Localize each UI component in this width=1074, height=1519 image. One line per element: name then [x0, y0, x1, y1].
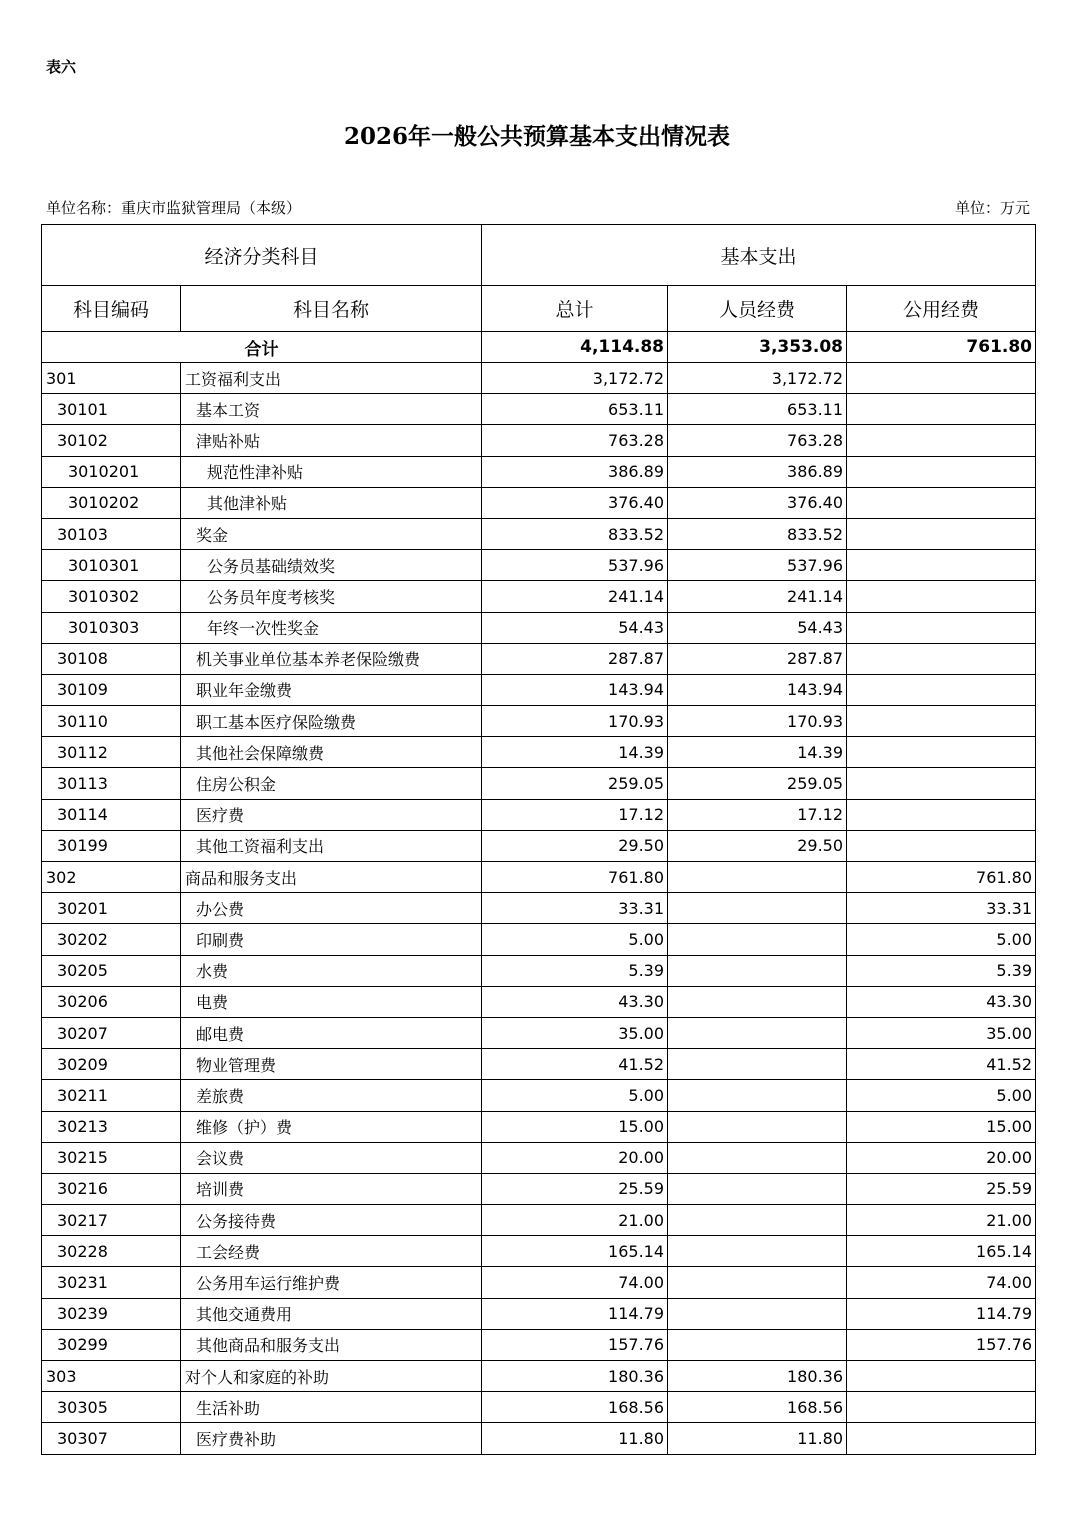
table-row: [42, 955, 1036, 986]
row-personnel-cell: 287.87: [668, 643, 847, 674]
row-name-cell: 公务员基础绩效奖: [181, 550, 482, 581]
row-total-cell: 33.31: [482, 893, 668, 924]
row-name-cell: 医疗费补助: [181, 1423, 482, 1454]
table-row: [42, 1236, 1036, 1267]
row-personnel-cell: 653.11: [668, 394, 847, 425]
row-personnel-cell: [668, 1142, 847, 1173]
row-code-cell: 30207: [42, 1017, 181, 1048]
row-public-cell: [847, 1423, 1036, 1454]
row-name-cell: 职业年金缴费: [181, 674, 482, 705]
row-public-cell: [847, 394, 1036, 425]
table-row: [42, 674, 1036, 705]
row-name-cell: 印刷费: [181, 924, 482, 955]
row-name-cell: 年终一次性奖金: [181, 612, 482, 643]
row-name-cell: 其他商品和服务支出: [181, 1329, 482, 1360]
column-header-name: 科目名称: [181, 286, 482, 332]
row-public-cell: 20.00: [847, 1142, 1036, 1173]
column-header-total: 总计: [482, 286, 668, 332]
row-personnel-cell: [668, 1049, 847, 1080]
row-personnel-cell: [668, 1298, 847, 1329]
row-total-cell: 43.30: [482, 986, 668, 1017]
row-public-cell: [847, 830, 1036, 861]
row-total-cell: 537.96: [482, 550, 668, 581]
row-total-cell: 41.52: [482, 1049, 668, 1080]
row-public-cell: 114.79: [847, 1298, 1036, 1329]
row-code-cell: 30102: [42, 425, 181, 456]
row-total-cell: 11.80: [482, 1423, 668, 1454]
row-code-cell: 30108: [42, 643, 181, 674]
table-row: [42, 363, 1036, 394]
row-code-cell: 301: [42, 363, 181, 394]
row-name-cell: 医疗费: [181, 799, 482, 830]
row-name-cell: 公务员年度考核奖: [181, 581, 482, 612]
table-row: [42, 1142, 1036, 1173]
row-personnel-cell: 170.93: [668, 706, 847, 737]
total-public-cell: 761.80: [847, 332, 1036, 363]
table-row: [42, 1392, 1036, 1423]
row-public-cell: 165.14: [847, 1236, 1036, 1267]
row-code-cell: 30228: [42, 1236, 181, 1267]
row-public-cell: 15.00: [847, 1111, 1036, 1142]
table-row: [42, 830, 1036, 861]
table-row: [42, 1173, 1036, 1204]
row-total-cell: 180.36: [482, 1361, 668, 1392]
row-total-cell: 29.50: [482, 830, 668, 861]
row-public-cell: [847, 425, 1036, 456]
row-code-cell: 3010303: [42, 612, 181, 643]
total-sum-cell: 4,114.88: [482, 332, 668, 363]
row-code-cell: 30209: [42, 1049, 181, 1080]
row-personnel-cell: [668, 986, 847, 1017]
row-personnel-cell: 376.40: [668, 487, 847, 518]
table-row: [42, 1423, 1036, 1454]
row-name-cell: 办公费: [181, 893, 482, 924]
row-public-cell: [847, 768, 1036, 799]
table-row: [42, 893, 1036, 924]
row-code-cell: 30213: [42, 1111, 181, 1142]
row-personnel-cell: [668, 924, 847, 955]
row-code-cell: 3010201: [42, 456, 181, 487]
row-personnel-cell: 17.12: [668, 799, 847, 830]
row-code-cell: 30217: [42, 1205, 181, 1236]
table-row: [42, 1205, 1036, 1236]
row-code-cell: 302: [42, 862, 181, 893]
row-name-cell: 会议费: [181, 1142, 482, 1173]
row-name-cell: 电费: [181, 986, 482, 1017]
row-public-cell: [847, 518, 1036, 549]
row-public-cell: [847, 1361, 1036, 1392]
row-total-cell: 168.56: [482, 1392, 668, 1423]
row-total-cell: 833.52: [482, 518, 668, 549]
table-row: [42, 737, 1036, 768]
row-personnel-cell: 180.36: [668, 1361, 847, 1392]
row-name-cell: 对个人和家庭的补助: [181, 1361, 482, 1392]
row-code-cell: 30307: [42, 1423, 181, 1454]
row-personnel-cell: [668, 1236, 847, 1267]
table-row: [42, 768, 1036, 799]
row-public-cell: 157.76: [847, 1329, 1036, 1360]
row-total-cell: 259.05: [482, 768, 668, 799]
row-name-cell: 维修（护）费: [181, 1111, 482, 1142]
row-total-cell: 241.14: [482, 581, 668, 612]
row-public-cell: 21.00: [847, 1205, 1036, 1236]
row-total-cell: 20.00: [482, 1142, 668, 1173]
row-code-cell: 30199: [42, 830, 181, 861]
row-public-cell: 33.31: [847, 893, 1036, 924]
total-row: [42, 332, 1036, 363]
row-personnel-cell: 14.39: [668, 737, 847, 768]
table-row: [42, 1049, 1036, 1080]
row-total-cell: 157.76: [482, 1329, 668, 1360]
row-public-cell: [847, 706, 1036, 737]
row-code-cell: 30113: [42, 768, 181, 799]
table-row: [42, 706, 1036, 737]
row-code-cell: 30114: [42, 799, 181, 830]
row-name-cell: 其他工资福利支出: [181, 830, 482, 861]
row-total-cell: 653.11: [482, 394, 668, 425]
row-code-cell: 3010202: [42, 487, 181, 518]
table-row: [42, 518, 1036, 549]
row-total-cell: 15.00: [482, 1111, 668, 1142]
row-personnel-cell: [668, 893, 847, 924]
table-row: [42, 1017, 1036, 1048]
row-code-cell: 30215: [42, 1142, 181, 1173]
table-row: [42, 643, 1036, 674]
table-row: [42, 394, 1036, 425]
row-name-cell: 公务用车运行维护费: [181, 1267, 482, 1298]
row-name-cell: 其他交通费用: [181, 1298, 482, 1329]
row-code-cell: 3010301: [42, 550, 181, 581]
row-personnel-cell: 3,172.72: [668, 363, 847, 394]
row-code-cell: 30205: [42, 955, 181, 986]
row-total-cell: 74.00: [482, 1267, 668, 1298]
row-name-cell: 邮电费: [181, 1017, 482, 1048]
row-personnel-cell: 168.56: [668, 1392, 847, 1423]
row-personnel-cell: [668, 1111, 847, 1142]
table-row: [42, 1329, 1036, 1360]
row-total-cell: 17.12: [482, 799, 668, 830]
row-code-cell: 30202: [42, 924, 181, 955]
row-name-cell: 工会经费: [181, 1236, 482, 1267]
row-public-cell: 5.00: [847, 1080, 1036, 1111]
row-code-cell: 30103: [42, 518, 181, 549]
table-row: [42, 550, 1036, 581]
row-total-cell: 14.39: [482, 737, 668, 768]
table-row: [42, 986, 1036, 1017]
row-personnel-cell: 386.89: [668, 456, 847, 487]
row-code-cell: 30299: [42, 1329, 181, 1360]
row-public-cell: 761.80: [847, 862, 1036, 893]
row-personnel-cell: [668, 1267, 847, 1298]
row-code-cell: 30201: [42, 893, 181, 924]
row-name-cell: 水费: [181, 955, 482, 986]
row-total-cell: 114.79: [482, 1298, 668, 1329]
table-row: [42, 425, 1036, 456]
table-number-label: 表六: [46, 58, 77, 76]
row-code-cell: 30211: [42, 1080, 181, 1111]
row-code-cell: 303: [42, 1361, 181, 1392]
row-personnel-cell: [668, 955, 847, 986]
row-public-cell: [847, 799, 1036, 830]
table-row: [42, 1080, 1036, 1111]
row-code-cell: 30305: [42, 1392, 181, 1423]
row-name-cell: 住房公积金: [181, 768, 482, 799]
column-header-personnel: 人员经费: [668, 286, 847, 332]
table-row: [42, 1111, 1036, 1142]
column-header-public: 公用经费: [847, 286, 1036, 332]
row-code-cell: 30109: [42, 674, 181, 705]
row-code-cell: 30112: [42, 737, 181, 768]
row-total-cell: 763.28: [482, 425, 668, 456]
row-public-cell: [847, 550, 1036, 581]
row-personnel-cell: 241.14: [668, 581, 847, 612]
row-public-cell: 43.30: [847, 986, 1036, 1017]
row-name-cell: 职工基本医疗保险缴费: [181, 706, 482, 737]
row-total-cell: 25.59: [482, 1173, 668, 1204]
row-name-cell: 物业管理费: [181, 1049, 482, 1080]
row-name-cell: 津贴补贴: [181, 425, 482, 456]
row-public-cell: 41.52: [847, 1049, 1036, 1080]
total-label: 合计: [42, 332, 482, 363]
row-code-cell: 30239: [42, 1298, 181, 1329]
table-row: [42, 1361, 1036, 1392]
row-public-cell: 35.00: [847, 1017, 1036, 1048]
table-row: [42, 487, 1036, 518]
row-total-cell: 165.14: [482, 1236, 668, 1267]
row-personnel-cell: [668, 1205, 847, 1236]
row-total-cell: 170.93: [482, 706, 668, 737]
row-public-cell: [847, 456, 1036, 487]
row-personnel-cell: 833.52: [668, 518, 847, 549]
row-personnel-cell: [668, 1329, 847, 1360]
row-total-cell: 143.94: [482, 674, 668, 705]
row-personnel-cell: 54.43: [668, 612, 847, 643]
total-personnel-cell: 3,353.08: [668, 332, 847, 363]
row-name-cell: 其他津补贴: [181, 487, 482, 518]
row-name-cell: 其他社会保障缴费: [181, 737, 482, 768]
table-row: [42, 456, 1036, 487]
row-personnel-cell: 537.96: [668, 550, 847, 581]
row-public-cell: [847, 737, 1036, 768]
table-row: [42, 612, 1036, 643]
row-public-cell: 5.39: [847, 955, 1036, 986]
row-total-cell: 5.00: [482, 924, 668, 955]
row-personnel-cell: 11.80: [668, 1423, 847, 1454]
row-public-cell: [847, 612, 1036, 643]
row-total-cell: 35.00: [482, 1017, 668, 1048]
row-total-cell: 287.87: [482, 643, 668, 674]
row-name-cell: 差旅费: [181, 1080, 482, 1111]
row-code-cell: 3010302: [42, 581, 181, 612]
row-code-cell: 30206: [42, 986, 181, 1017]
row-public-cell: [847, 1392, 1036, 1423]
row-personnel-cell: [668, 1173, 847, 1204]
economic-classification-header: 经济分类科目: [42, 225, 482, 286]
column-header-row: [42, 286, 1036, 332]
row-personnel-cell: [668, 862, 847, 893]
column-header-code: 科目编码: [42, 286, 181, 332]
row-personnel-cell: 143.94: [668, 674, 847, 705]
row-code-cell: 30216: [42, 1173, 181, 1204]
row-code-cell: 30110: [42, 706, 181, 737]
row-public-cell: [847, 363, 1036, 394]
row-code-cell: 30231: [42, 1267, 181, 1298]
row-total-cell: 5.00: [482, 1080, 668, 1111]
row-personnel-cell: 29.50: [668, 830, 847, 861]
group-header-row: [42, 225, 1036, 286]
row-total-cell: 5.39: [482, 955, 668, 986]
row-name-cell: 机关事业单位基本养老保险缴费: [181, 643, 482, 674]
row-total-cell: 761.80: [482, 862, 668, 893]
row-public-cell: [847, 674, 1036, 705]
budget-expenditure-table: [41, 224, 1036, 1455]
table-row: [42, 581, 1036, 612]
page-title: 2026年一般公共预算基本支出情况表: [343, 123, 730, 150]
row-total-cell: 54.43: [482, 612, 668, 643]
row-total-cell: 21.00: [482, 1205, 668, 1236]
table-row: [42, 924, 1036, 955]
row-name-cell: 工资福利支出: [181, 363, 482, 394]
table-row: [42, 799, 1036, 830]
currency-unit-label: 单位：万元: [954, 199, 1030, 217]
table-row: [42, 1298, 1036, 1329]
row-code-cell: 30101: [42, 394, 181, 425]
row-public-cell: 5.00: [847, 924, 1036, 955]
row-total-cell: 3,172.72: [482, 363, 668, 394]
row-personnel-cell: 259.05: [668, 768, 847, 799]
row-name-cell: 培训费: [181, 1173, 482, 1204]
row-name-cell: 规范性津补贴: [181, 456, 482, 487]
row-name-cell: 基本工资: [181, 394, 482, 425]
row-name-cell: 公务接待费: [181, 1205, 482, 1236]
row-public-cell: 74.00: [847, 1267, 1036, 1298]
row-personnel-cell: [668, 1080, 847, 1111]
row-public-cell: 25.59: [847, 1173, 1036, 1204]
row-personnel-cell: 763.28: [668, 425, 847, 456]
row-total-cell: 376.40: [482, 487, 668, 518]
row-name-cell: 生活补助: [181, 1392, 482, 1423]
row-personnel-cell: [668, 1017, 847, 1048]
row-public-cell: [847, 487, 1036, 518]
table-row: [42, 1267, 1036, 1298]
row-total-cell: 386.89: [482, 456, 668, 487]
row-public-cell: [847, 581, 1036, 612]
table-row: [42, 862, 1036, 893]
unit-name-label: 单位名称：重庆市监狱管理局（本级）: [46, 199, 302, 217]
basic-expenditure-header: 基本支出: [482, 225, 1036, 286]
row-name-cell: 商品和服务支出: [181, 862, 482, 893]
row-public-cell: [847, 643, 1036, 674]
row-name-cell: 奖金: [181, 518, 482, 549]
